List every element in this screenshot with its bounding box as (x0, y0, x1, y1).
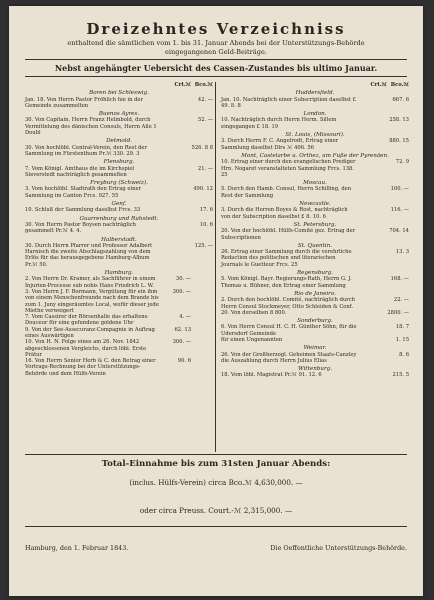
left-column-header (25, 82, 213, 88)
amount-bco: 100. — (390, 186, 409, 193)
amount-crt (165, 166, 191, 179)
col-header-bco: Bco.ℳ (390, 82, 409, 88)
amount-crt (361, 159, 387, 178)
amount-crt (361, 249, 387, 268)
amount-bco: 125. — (194, 242, 213, 249)
amount-bco: 8. 6 (399, 351, 409, 358)
right-column-header (221, 82, 409, 88)
amount-crt (361, 297, 387, 310)
entry-text: 3. Vom hochlöbl. Stadtrath den Ertrag einer Sammlung im Canton Frcs. 927. 55 (25, 186, 142, 199)
entry-text: 20. Von derselben 8 800. (221, 309, 287, 316)
city-heading: Rio de Janeiro. (294, 290, 336, 297)
entry-text: Jan. 10. Nachträglich einer Subscription daselbst £ 49. 8. 8 (221, 96, 356, 109)
entry-text: 10. Nachträglich durch Herrn Herm. Sillem eingegangen £ 18. 19 (221, 117, 337, 130)
city-heading: St. Petersburg. (293, 221, 337, 228)
donation-entry (25, 289, 213, 314)
donation-entry (221, 337, 409, 343)
amount-crt (165, 243, 191, 268)
second-rule (25, 76, 407, 77)
amount-crt (361, 276, 387, 289)
total-rule (25, 454, 407, 455)
amount-crt: 300. — (172, 288, 191, 295)
entry-text: 6. Von Herrn Consul H. C. H. Günther Söhn, für die Udersdorf Gemeinde (221, 324, 357, 337)
amount-bco: 215. 5 (392, 372, 409, 379)
entry-text: 5. Vom Königl. Bayr. Regierungs-Rath, Herrn G. J. Thomas u. Bühner, den Ertrag einer Sammlung (221, 276, 352, 289)
entry-text: 2. Von Herrn Dr. Kramer, als Sachführer in einem Injurien-Processe sub nobis Hans Friedrich L. W. (25, 276, 156, 289)
amount-bco (191, 327, 213, 340)
city-heading: Huddersfield. (295, 90, 335, 97)
amount-crt (361, 228, 387, 241)
donation-entry (25, 222, 213, 235)
donation-entry (221, 372, 409, 378)
amount-crt (165, 207, 191, 213)
col-header-bco: Bco.ℳ (194, 82, 213, 88)
amount-crt (165, 222, 191, 235)
entry-text: 7. Vom Cassirer der Börsenhalle das erhaltene Douceur für eine gefundene goldene Uhr (25, 314, 148, 327)
donation-entry (25, 339, 213, 358)
donation-entry (221, 297, 409, 310)
city-heading: St. Quentin. (297, 242, 333, 249)
amount-bco: 880. 15 (389, 138, 409, 145)
right-column (221, 82, 409, 379)
footer-date: Hamburg, den 1. Februar 1843. (25, 544, 129, 552)
total-inclusive-bco: (inclus. Hülfs-Verein) circa Bco.ℳ 4,630,000. — (129, 478, 303, 487)
amount-bco (191, 339, 213, 358)
entry-text: 10. Schluß der Sammlung daselbst Frcs. 33 (25, 207, 141, 214)
amount-bco: 704. 14 (389, 228, 409, 235)
amount-crt: 90. 6 (177, 358, 191, 365)
donation-entry (221, 159, 409, 178)
amount-bco: 168. — (390, 276, 409, 283)
donation-entry (25, 186, 213, 199)
amount-crt (361, 372, 387, 378)
amount-bco: 2800. — (387, 309, 409, 316)
document-title: Dreizehntes Verzeichniss (86, 20, 346, 38)
entry-text: 3. Durch Herrn F. C. Angelrodt, Ertrag einer Sammlung daselbst Dlrs ℳ 406. 56 (221, 138, 339, 151)
donation-entry (221, 186, 409, 199)
amount-crt (361, 352, 387, 365)
city-heading: Mont, Castelarbe u. Orthez, am Fuße der Pyrenäen. (241, 152, 389, 159)
city-heading: St. Louis, (Missouri). (285, 132, 345, 139)
entry-text: 10. Von H. N. Folge eines am 26. Nov. 1842 abgeschlossenen Vergleichs, durch löbl. Erste Prätur (25, 339, 147, 358)
amount-bco: 72. 9 (395, 159, 409, 166)
donation-entry (221, 228, 409, 241)
donation-entry (25, 207, 213, 213)
donation-entry (221, 97, 409, 110)
city-heading: Halberstadt. (101, 236, 137, 243)
amount-bco: 42. — (197, 96, 213, 103)
amount-bco: 13. 3 (395, 249, 409, 256)
entry-text: 30. Von hochlöbl. Central-Verein, den Rest der Sammlung im Fürstenthum Pr.ℳ 330. 29. 3 (25, 144, 147, 157)
amount-crt (361, 97, 387, 110)
donation-entry (221, 117, 409, 130)
amount-crt (165, 145, 191, 158)
donation-entry (221, 324, 409, 337)
donation-entry (25, 276, 213, 289)
top-rule (25, 59, 407, 60)
footer-authority: Die Oeffentliche Unterstützungs-Behörde. (270, 544, 407, 552)
entry-text: 30. Durch Herrn Pfarrer und Professor Adalbert Harnisch die zweite Abschlagszahlung von dem Erlös für das herausgegebene Hamburg-Album Pr.ℳ 50. (25, 242, 153, 268)
donation-entry (221, 276, 409, 289)
amount-crt (165, 186, 191, 199)
amount-crt: 300. — (172, 339, 191, 346)
amount-crt (361, 207, 387, 220)
city-heading: Guarrenburg und Ruhstedt. (79, 215, 159, 222)
entry-text: 9. Von der See-Assecuranz-Compagnie in Auftrag eines Auswärtigen (25, 326, 155, 339)
amount-bco (191, 289, 213, 314)
total-income: Total-Einnahme bis zum 31sten Januar Abends: (101, 459, 331, 469)
amount-bco: 21. — (197, 165, 213, 172)
col-header-crt: Crt.ℳ (174, 82, 192, 88)
city-heading: Moscau. (303, 180, 327, 187)
city-heading: Freyburg (Schweiz). (90, 180, 148, 187)
amount-crt: 30. — (175, 276, 191, 283)
amount-bco: 1. 15 (395, 336, 409, 343)
amount-bco: 52. — (197, 117, 213, 124)
amount-crt (361, 310, 387, 316)
subtitle-line-1: enthaltend die sämtlichen vom 1. bis 31. Januar Abends bei der Unterstützungs-Behörde (67, 39, 365, 47)
entry-text: 16. Von Herrn Senior Herb & C. den Betrag einer Vortrags-Rechnung bei der Unterstützungs-Behörde und dem Hülfs-Verein (25, 358, 156, 377)
entry-text: Jan. 18. Von Herrn Pastor Fröhlich hie in der Gemeinde zusammelten (25, 96, 143, 109)
total-preuss-courant: oder circa Preuss. Court.-ℳ 2,315,000. — (139, 506, 293, 515)
amount-crt (165, 117, 191, 136)
amount-bco (191, 276, 213, 289)
entry-text: für einen Ungenannten (221, 336, 283, 343)
city-heading: Regensburg. (296, 270, 334, 277)
amount-crt (361, 138, 387, 151)
donation-entry (25, 166, 213, 179)
amount-crt: 4. — (179, 314, 191, 321)
donation-entry (221, 138, 409, 151)
entry-text: 10. Ertrag einer durch den evangelischen Prediger Hrn. Nogaret veranstalteten Sammlung Frcs. 138. 25 (221, 159, 356, 178)
amount-bco: 10. 6 (199, 221, 213, 228)
amount-bco (191, 358, 213, 377)
amount-bco: 22. — (393, 297, 409, 304)
donation-entry (221, 207, 409, 220)
subtitle-line-2: eingegangenen Geld-Beiträge. (165, 48, 267, 56)
amount-bco: 526. 8 8 (191, 144, 213, 151)
amount-crt (361, 186, 387, 199)
left-column (25, 82, 213, 377)
amount-bco: 490. 12 (193, 186, 213, 193)
donation-entry (25, 97, 213, 110)
donation-entry (25, 145, 213, 158)
entry-text: 30. Von Herrn Pastor Boysen nachträglich gesammelt Pr.ℳ 4. 4. (25, 221, 136, 235)
donation-entry (25, 327, 213, 340)
donation-entry (221, 249, 409, 268)
donation-entry (221, 352, 409, 365)
amount-crt: 62. 13 (174, 326, 191, 333)
amount-bco: 116. — (390, 207, 409, 214)
amount-crt (165, 97, 191, 110)
donation-entry (25, 243, 213, 268)
overview-heading: Nebst angehängter Uebersicht des Cassen-Zustandes bis ultimo Januar. (54, 63, 378, 73)
entry-text: 2. Durch den hochlöbl. Comité, nachträglich durch Herrn Consul Stockmeyer, Otto Schleiden & Conf. (221, 297, 356, 310)
amount-bco: 667. 6 (392, 96, 409, 103)
entry-text: 3. Von Herrn J. F. Bormann, Vergütung für ein ihm von einem Menschenfreunde nach dem Brande bis zum 1. Juny eingeräumtes Local, wofür dieser jede Miethe verweigert (25, 288, 159, 314)
entry-text: 5. Durch den Hamb. Consul, Herrn Schilling, den Rest der Sammlung (221, 186, 352, 199)
city-heading: Newcastle. (299, 201, 331, 208)
entry-text: 18. Vom löbl. Magistrat Pr.ℳ 91. 12. 6 (221, 372, 322, 379)
amount-crt (361, 337, 387, 343)
amount-bco: 18. 7 (395, 324, 409, 331)
donation-entry (25, 314, 213, 327)
amount-bco: 258. 13 (389, 117, 409, 124)
entry-text: 20. Von der hochlöbl. Hülfs-Comité gez. Ertrag der Subscriptionen (221, 228, 356, 241)
entry-text: 26. Von der Großherzogl. Geheimen Staats-Canzley die Auszahlung durch Herrn Julius Elias (221, 351, 357, 364)
amount-crt (361, 324, 387, 337)
document-sheet (9, 6, 423, 596)
entry-text: 30. Von Capitain, Herrn Franz Helmbold, durch Vermittelung des dänischen Consuls, Herrn Alle 1 Doubl (25, 117, 157, 137)
column-divider (215, 82, 216, 452)
city-heading: London. (303, 111, 327, 118)
amount-bco: 17. 6 (199, 207, 213, 214)
city-heading: Sonderburg. (297, 318, 333, 325)
donation-entry (221, 310, 409, 316)
amount-crt (361, 117, 387, 130)
entry-text: 26. Ertrag einer Sammlung durch die verehrliche Redaction des politischen und literarischen Journals le Guetteur Frcs. 25 (221, 249, 352, 268)
city-heading: Flensburg. (103, 159, 135, 166)
city-heading: Detmold. (106, 138, 132, 145)
bottom-rule (25, 526, 407, 527)
city-heading: Boren bei Schleswig. (89, 90, 149, 97)
entry-text: 7. Vom Königl. Amthaus die im Kirchspiel Sieverstedt nachträglich gesammelten (25, 165, 135, 178)
donation-entry (25, 358, 213, 377)
city-heading: Buenos Ayres. (98, 111, 140, 118)
donation-entry (25, 117, 213, 136)
col-header-crt: Crt.ℳ (370, 82, 388, 88)
entry-text: 3. Durch die Herren Boyes & Rost, nachträglich von der Subscription daselbst £ 8. 10. 6 (221, 207, 348, 220)
city-heading: Hamburg. (104, 270, 134, 277)
city-heading: Weimar. (303, 345, 327, 352)
city-heading: Genf. (111, 201, 127, 208)
city-heading: Wittenburg. (297, 366, 333, 373)
footer (25, 544, 407, 552)
amount-bco (191, 314, 213, 327)
